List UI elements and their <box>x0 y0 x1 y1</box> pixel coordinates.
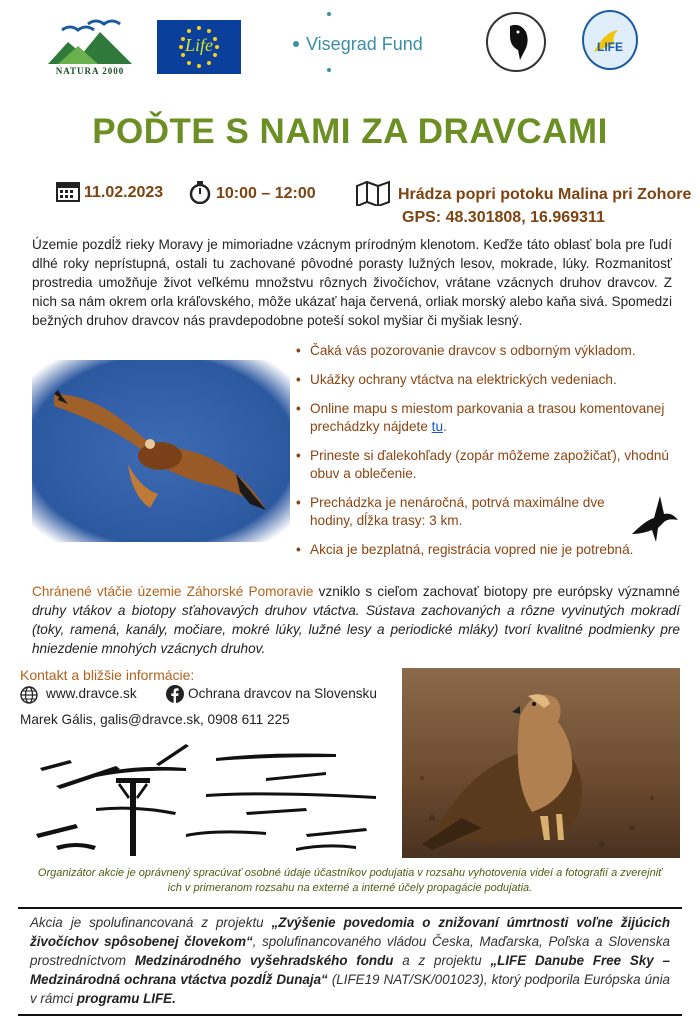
visegrad-fund-name: Medzinárodného vyšehradského fondu <box>134 953 394 968</box>
life-danube-free-sky-logo <box>582 10 638 70</box>
protected-area-text: vzniklo s cieľom zachovať biotopy pre európsky významné <box>313 584 680 599</box>
list-item-text: Prechádzka je nenáročná, potrvá maximálne dve hodiny, dĺžka trasy: 3 km. <box>310 495 605 528</box>
intro-paragraph: Územie pozdĺž rieky Moravy je mimoriadne vzácnym prírodným klenotom. Keďže táto oblasť bola pre ľudí dlhé roky neprístupná, ostali tu zachované pôvodné porasty lužných lesov, mokrade, lúky. Rozmanitosť prostredia umožňuje život veľkému množstvu rôznych živočíchov, vrátane vzácnych druhov dravcov. Z nich sa nám okrem orla kráľovského, môže ukázať haja červená, orliak morský alebo kaňa sivá. Spomedzi bežných druhov dravcov nás pravdepodobne poteší sokol myšiar či myšiak lesný. <box>32 237 672 328</box>
bird-protection-logo <box>486 12 546 72</box>
funding-text <box>18 913 682 1008</box>
life-programme-name: programu LIFE. <box>76 991 176 1006</box>
eu-life-logo <box>157 20 241 74</box>
protected-area-paragraph <box>32 582 680 658</box>
bird-silhouette-icon <box>628 494 680 544</box>
list-item-text: Prineste si ďalekohľady (zopár môžeme zapožičať), vhodnú obuv a oblečenie. <box>310 448 669 481</box>
funding-footer <box>18 907 682 1016</box>
event-date <box>56 180 163 202</box>
project-name-2: „LIFE Danube Free Sky – Medzinárodná ochrana vtáctva pozdĺž Dunaja“ <box>30 953 670 987</box>
natura-logo-text: NATURA 2000 <box>55 66 125 76</box>
list-item: • Čaká vás pozorovanie dravcov s odborným výkladom. <box>296 343 636 358</box>
list-item: • Ukážky ochrany vtáctva na elektrických vedeniach. <box>296 372 617 387</box>
facebook-icon <box>166 685 184 703</box>
natura-2000-logo <box>48 16 132 76</box>
eastern-imperial-eagle-photo <box>402 668 680 858</box>
facebook-link[interactable]: Ochrana dravcov na Slovensku <box>188 686 377 701</box>
life-danube-text: LIFE <box>597 40 623 54</box>
event-time <box>188 180 316 204</box>
event-info-list <box>296 342 678 570</box>
page-title: POĎTE S NAMI ZA DRAVCAMI <box>92 112 608 151</box>
contact-person: Marek Gális, galis@dravce.sk, 0908 611 225 <box>20 712 290 727</box>
map-icon <box>356 180 392 206</box>
event-gps: GPS: 48.301808, 16.969311 <box>402 209 605 226</box>
eu-life-text: Life <box>184 35 213 55</box>
red-kite-photo <box>32 360 290 542</box>
power-line-sketch <box>36 738 386 856</box>
event-date-text: 11.02.2023 <box>84 184 164 201</box>
contact-heading: Kontakt a bližšie informácie: <box>20 667 195 683</box>
calendar-icon <box>56 180 80 202</box>
funding-text-part: , spolufinancovaného vládou Česka, Maďarska, Poľska a Slovenska prostredníctvom <box>30 934 670 968</box>
list-item: • Online mapu s miestom parkovania a trasou komentovanej prechádzky nájdete tu. <box>296 401 665 434</box>
visegrad-fund-logo <box>286 10 436 80</box>
list-item: • Prineste si ďalekohľady (zopár môžeme zapožičať), vhodnú obuv a oblečenie. <box>296 448 669 481</box>
funding-text-part: a z projektu <box>393 953 491 968</box>
list-item: • Akcia je bezplatná, registrácia vopred nie je potrebná. <box>296 542 634 557</box>
list-item-text: Čaká vás pozorovanie dravcov s odborným výkladom. <box>310 343 636 358</box>
list-item: • Prechádzka je nenáročná, potrvá maximálne dve hodiny, dĺžka trasy: 3 km. <box>296 495 605 528</box>
list-item-text: Ukážky ochrany vtáctva na elektrických vedeniach. <box>310 372 617 387</box>
gdpr-disclaimer: Organizátor akcie je oprávnený spracúvať osobné údaje účastníkov podujatia v rozsahu vyhotovenia videí a fotografií a zverejniť ich v primeranom rozsahu na externé a interné účely propagácie podujatia. <box>37 867 663 894</box>
event-place <box>356 180 691 206</box>
event-place-text: Hrádza popri potoku Malina pri Zohore <box>398 186 692 203</box>
protected-area-name: Chránené vtáčie územie Záhorské Pomoravie <box>32 584 314 599</box>
visegrad-fund-text: Visegrad Fund <box>306 34 423 54</box>
list-item-text: Akcia je bezplatná, registrácia vopred nie je potrebná. <box>310 542 634 557</box>
list-item-suffix: . <box>443 419 447 434</box>
funding-text-part: Akcia je spolufinancovaná z projektu <box>30 915 272 930</box>
map-link[interactable]: tu <box>431 419 444 434</box>
funding-text-part: (LIFE19 NAT/SK/001023), ktorý podporila Európska únia v rámci <box>30 972 670 1006</box>
website-link[interactable]: www.dravce.sk <box>46 686 137 701</box>
protected-area-text-italic: druhy vtákov a biotopy sťahovavých druhov vtáctva. Sústava zachovaných a rôzne vyvinutých mokradí (toky, ramená, kanály, močiare, mokré lúky, lužné lesy a periodické mláky) tvorí kvalitné podmienky pre hniezdenie mnohých vzácnych druhov. <box>32 603 680 656</box>
project-name-1: „Zvýšenie povedomia o znižovaní úmrtnosti voľne žijúcich živočíchov spôsobenej človekom“ <box>30 915 670 949</box>
globe-icon <box>20 686 38 704</box>
list-item-text: Online mapu s miestom parkovania a trasou komentovanej prechádzky nájdete <box>310 401 665 434</box>
stopwatch-icon <box>188 180 212 204</box>
event-time-text: 10:00 – 12:00 <box>216 185 316 202</box>
